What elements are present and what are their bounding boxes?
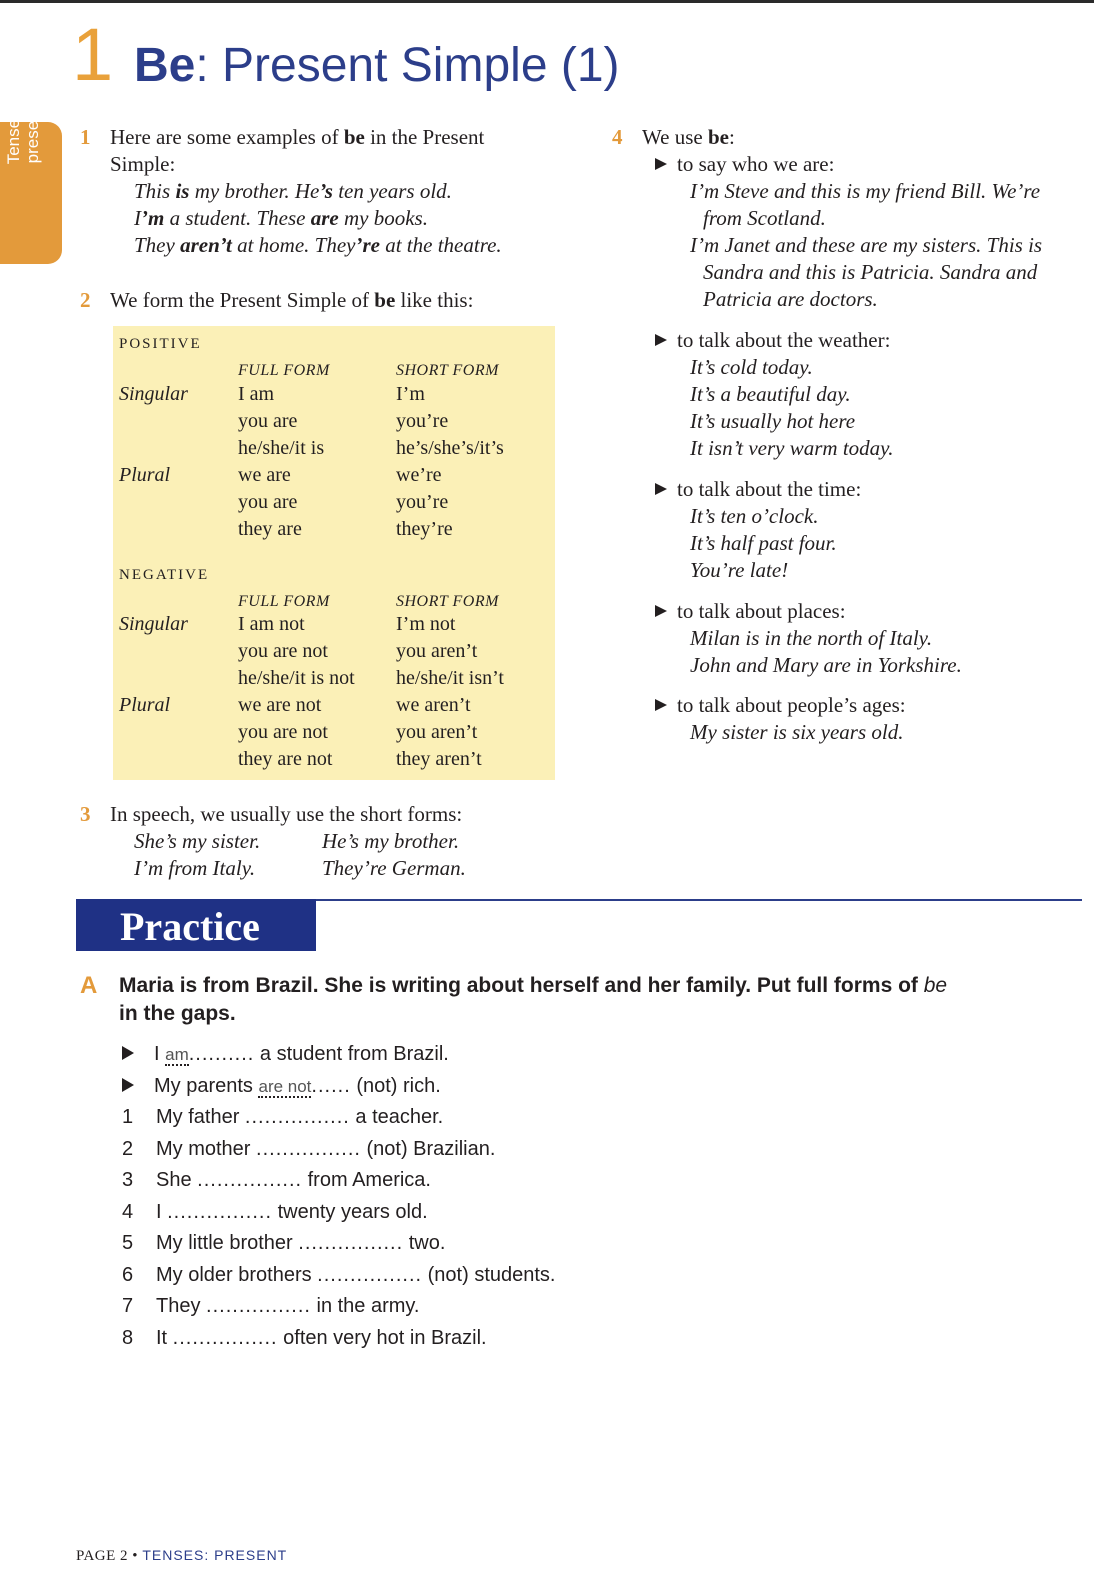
table-cell-short: he/she/it isn’t (396, 667, 504, 689)
section-4-intro-c: : (728, 125, 735, 149)
table-cell-full: I am (238, 383, 275, 405)
exercise-item: 1 My father ................ a teacher. (122, 1106, 444, 1128)
page-number: PAGE 2 (76, 1548, 129, 1564)
section-4 (612, 124, 1082, 151)
exercise-item: 8 It ................ often very hot in Brazil. (122, 1327, 487, 1349)
example-item: I am.......... a student from Brazil. (122, 1042, 449, 1067)
title-rest: : Present Simple (1) (195, 39, 620, 92)
section-3-example: She’s my sister. (134, 829, 261, 853)
item-number: 6 (122, 1264, 134, 1286)
use-example: It’s usually hot here (690, 409, 856, 433)
table-cell-full: we are not (238, 694, 322, 716)
table-cell-short: you aren’t (396, 640, 478, 662)
section-2-text-b: be (374, 288, 396, 312)
arrow-icon (122, 1046, 134, 1060)
side-tab-line2: present (23, 106, 42, 164)
gap[interactable]: ................ (244, 1106, 350, 1128)
exercise-letter: A (80, 972, 98, 999)
use-example: It’s cold today. (690, 355, 813, 379)
footer-bullet: • (132, 1548, 139, 1564)
section-3-text: In speech, we usually use the short forms: (110, 802, 463, 826)
section-2-text-c: like this: (395, 288, 474, 312)
table-cell-short: they’re (396, 518, 453, 540)
gap[interactable]: ................ (298, 1232, 404, 1254)
example-answer: am (165, 1045, 189, 1064)
use-example: My sister is six years old. (690, 720, 904, 744)
section-3 (80, 801, 560, 828)
section-3-number: 3 (80, 802, 91, 826)
side-tab-label (4, 70, 42, 200)
table-cell-short: I’m (396, 383, 425, 405)
short-form-header: SHORT FORM (396, 593, 499, 610)
table-cell-full: you are not (238, 640, 328, 662)
gap[interactable]: ................ (256, 1138, 361, 1160)
section-1-intro-a: Here are some examples of (110, 125, 344, 149)
table-cell-short: you aren’t (396, 721, 478, 743)
arrow-icon (655, 699, 667, 711)
use-label: to talk about the time: (677, 477, 862, 501)
example-item: My parents are not...... (not) rich. (122, 1074, 441, 1099)
use-example: It isn’t very warm today. (690, 436, 894, 460)
section-2-text-a: We form the Present Simple of (110, 288, 375, 312)
use-block-time (655, 476, 1085, 584)
exercise-item: 7 They ................ in the army. (122, 1295, 420, 1317)
use-example: I’m Janet and these are my sisters. This is (690, 233, 1043, 257)
gap[interactable]: ...... (311, 1075, 351, 1097)
exercise-item: 5 My little brother ................ two. (122, 1232, 446, 1254)
item-number: 5 (122, 1232, 134, 1254)
plural-label: Plural (119, 694, 171, 716)
table-cell-full: I am not (238, 613, 305, 635)
gap[interactable]: .......... (188, 1043, 255, 1065)
item-number: 4 (122, 1201, 134, 1223)
exercise-item: 3 She ................ from America. (122, 1169, 431, 1191)
table-cell-short: you’re (396, 491, 449, 513)
side-tab-line1: Tenses: (4, 105, 23, 165)
section-2-number: 2 (80, 288, 91, 312)
use-block-places (655, 598, 1085, 679)
section-1-example: I’m a student. These are my books. (134, 206, 428, 230)
table-cell-full: you are (238, 410, 298, 432)
table-cell-full: we are (238, 464, 291, 486)
table-cell-short: he’s/she’s/it’s (396, 437, 504, 459)
practice-heading: Practice (120, 904, 260, 949)
table-cell-short: they aren’t (396, 748, 482, 770)
section-2 (80, 287, 560, 314)
table-cell-short: we aren’t (396, 694, 471, 716)
negative-label: NEGATIVE (119, 567, 210, 583)
full-form-header: FULL FORM (238, 362, 330, 379)
table-cell-short: I’m not (396, 613, 456, 635)
instruction-be: be (923, 974, 948, 997)
use-label: to talk about the weather: (677, 328, 891, 352)
instruction-text: Maria is from Brazil. She is writing about herself and her family. Put full forms of (119, 974, 924, 997)
unit-number: 1 (72, 13, 114, 96)
use-label: to talk about people’s ages: (677, 693, 906, 717)
practice-rule (314, 899, 1082, 901)
exercise-item: 4 I ................ twenty years old. (122, 1201, 428, 1223)
gap[interactable]: ................ (167, 1201, 273, 1223)
item-number: 2 (122, 1138, 134, 1160)
use-example: from Scotland. (703, 206, 826, 230)
use-block-who (655, 151, 1085, 313)
title-bold: Be (134, 39, 196, 92)
section-1-intro-b: be (343, 125, 365, 149)
arrow-icon (655, 605, 667, 617)
use-example: Patricia are doctors. (703, 287, 878, 311)
gap[interactable]: ................ (317, 1264, 423, 1286)
use-example: John and Mary are in Yorkshire. (690, 653, 962, 677)
use-example: Milan is in the north of Italy. (690, 626, 933, 650)
plural-label: Plural (119, 464, 171, 486)
use-example: It’s half past four. (690, 531, 837, 555)
table-cell-full: they are not (238, 748, 333, 770)
use-example: I’m Steve and this is my friend Bill. We’re (690, 179, 1041, 203)
table-cell-short: you’re (396, 410, 449, 432)
instruction-text-end: in the gaps. (119, 1002, 236, 1025)
use-example: It’s a beautiful day. (690, 382, 851, 406)
section-4-intro-a: We use (642, 125, 708, 149)
arrow-icon (655, 158, 667, 170)
item-number: 8 (122, 1327, 134, 1349)
section-4-intro-b: be (707, 125, 729, 149)
short-form-header: SHORT FORM (396, 362, 499, 379)
section-1-number: 1 (80, 125, 91, 149)
use-example: Sandra and this is Patricia. Sandra and (703, 260, 1038, 284)
table-cell-full: you are (238, 491, 298, 513)
positive-label: POSITIVE (119, 336, 202, 352)
exercise-instruction (119, 972, 1069, 1028)
table-cell-short: we’re (396, 464, 442, 486)
section-3-example: He’s my brother. (322, 829, 460, 853)
section-1-intro-c: in the Present (364, 125, 485, 149)
use-block-ages (655, 692, 1085, 746)
singular-label: Singular (119, 613, 188, 635)
section-1-intro-d: Simple: (110, 152, 176, 176)
arrow-icon (655, 334, 667, 346)
exercise-item: 2 My mother ................ (not) Brazilian. (122, 1138, 496, 1160)
use-example: It’s ten o’clock. (690, 504, 819, 528)
table-cell-full: he/she/it is (238, 437, 325, 459)
section-3-example: I’m from Italy. (134, 856, 256, 880)
item-number: 7 (122, 1295, 134, 1317)
gap[interactable]: ................ (172, 1327, 278, 1349)
exercise-item: 6 My older brothers ................ (not) students. (122, 1264, 556, 1286)
table-cell-full: they are (238, 518, 302, 540)
use-example: You’re late! (690, 558, 789, 582)
gap[interactable]: ................ (197, 1169, 303, 1191)
arrow-icon (122, 1078, 134, 1092)
item-number: 3 (122, 1169, 134, 1191)
use-label: to talk about places: (677, 599, 846, 623)
table-cell-full: you are not (238, 721, 328, 743)
arrow-icon (655, 483, 667, 495)
full-form-header: FULL FORM (238, 593, 330, 610)
use-label: to say who we are: (677, 152, 835, 176)
gap[interactable]: ................ (206, 1295, 311, 1317)
section-1-example: This is my brother. He’s ten years old. (134, 179, 452, 203)
page-title (134, 40, 620, 93)
section-1 (80, 124, 560, 259)
section-3-example: They’re German. (322, 856, 466, 880)
item-number: 1 (122, 1106, 134, 1128)
example-answer: are not (258, 1077, 312, 1096)
section-1-example: They aren’t at home. They’re at the theatre. (134, 233, 502, 257)
footer-section: TENSES: PRESENT (142, 1547, 288, 1563)
table-cell-full: he/she/it is not (238, 667, 355, 689)
page-footer (76, 1547, 287, 1565)
singular-label: Singular (119, 383, 188, 405)
section-4-number: 4 (612, 125, 623, 149)
top-border (0, 0, 1094, 3)
use-block-weather (655, 327, 1085, 462)
